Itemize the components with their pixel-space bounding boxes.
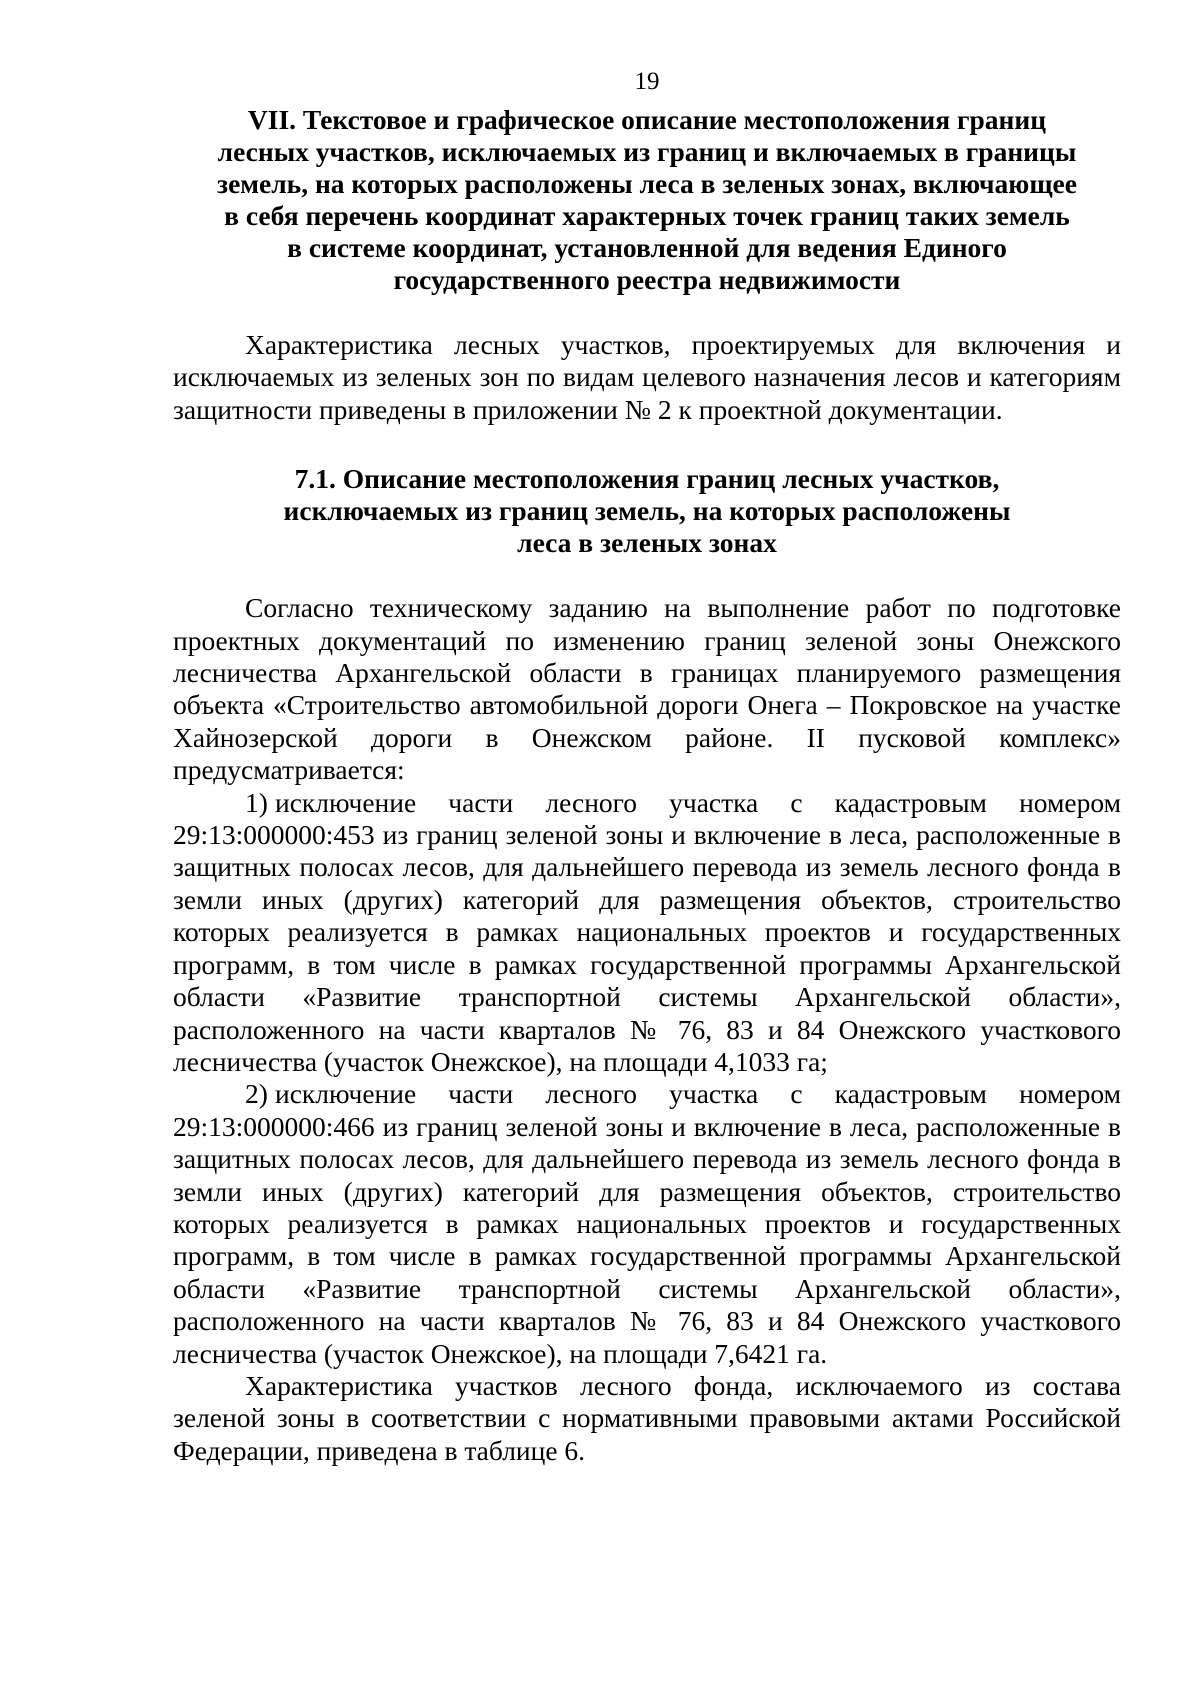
section-heading-line: лесных участков, исключаемых из границ и включаемых в границы	[217, 136, 1077, 167]
list-item-number: 2)	[245, 1078, 268, 1110]
section-heading-line: земель, на которых расположены леса в зеленых зонах, включающее	[217, 168, 1077, 199]
section-heading-line: государственного реестра недвижимости	[393, 264, 901, 295]
closing-paragraph: Характеристика участков лесного фонда, исключаемого из состава зеленой зоны в соответствии с нормативными правовыми актами Российской Федерации, приведена в таблице 6.	[173, 1369, 1121, 1466]
body-paragraph: Согласно техническому заданию на выполнение работ по подготовке проектных документаций по изменению границ зеленой зоны Онежского лесничества Архангельской области в границах планируемого размещения объекта «Строительство автомобильной дороги Онега – Покровское на участке Хайнозерской дороги в Онежском районе. II пусковой комплекс» предусматривается:	[173, 592, 1121, 786]
page-number: 19	[634, 68, 660, 95]
list-item-text: исключение части лесного участка с кадастровым номером 29:13:000000:453 из границ зеленой зоны и включение в леса, расположенные в защитных полосах лесов, для дальнейшего перевода из земель лесного фонда в земли иных (других) категорий для размещения объектов, строительство которых реализуется в рамках национальных проектов и государственных программ, в том числе в рамках государственной программы Архангельской области «Развитие транспортной системы Архангельской области», расположенного на части кварталов № 76, 83 и 84 Онежского участкового лесничества (участок Онежское), на площади 4,1033 га;	[173, 786, 1121, 1077]
subsection-heading-line: исключаемых из границ земель, на которых расположены	[283, 495, 1011, 527]
list-item	[173, 787, 1121, 1079]
list-item	[173, 1078, 1121, 1370]
subsection-heading	[173, 463, 1121, 559]
list-item-text: исключение части лесного участка с кадастровым номером 29:13:000000:466 из границ зеленой зоны и включение в леса, расположенные в защитных полосах лесов, для дальнейшего перевода из земель лесного фонда в земли иных (других) категорий для размещения объектов, строительство которых реализуется в рамках национальных проектов и государственных программ, в том числе в рамках государственной программы Архангельской области «Развитие транспортной системы Архангельской области», расположенного на части кварталов № 76, 83 и 84 Онежского участкового лесничества (участок Онежское), на площади 7,6421 га.	[173, 1078, 1121, 1369]
section-heading-line: VII. Текстовое и графическое описание местоположения границ	[247, 104, 1047, 135]
subsection-heading-line: леса в зеленых зонах	[517, 527, 777, 559]
section-heading-line: в себя перечень координат характерных точек границ таких земель	[224, 200, 1070, 231]
section-heading	[173, 104, 1121, 296]
intro-paragraph: Характеристика лесных участков, проектируемых для включения и исключаемых из зеленых зон по видам целевого назначения лесов и категориям защитности приведены в приложении № 2 к проектной документации.	[173, 329, 1121, 425]
section-heading-line: в системе координат, установленной для ведения Единого	[287, 232, 1007, 263]
subsection-heading-line: 7.1. Описание местоположения границ лесных участков,	[294, 463, 1000, 495]
list-item-number: 1)	[245, 786, 268, 818]
